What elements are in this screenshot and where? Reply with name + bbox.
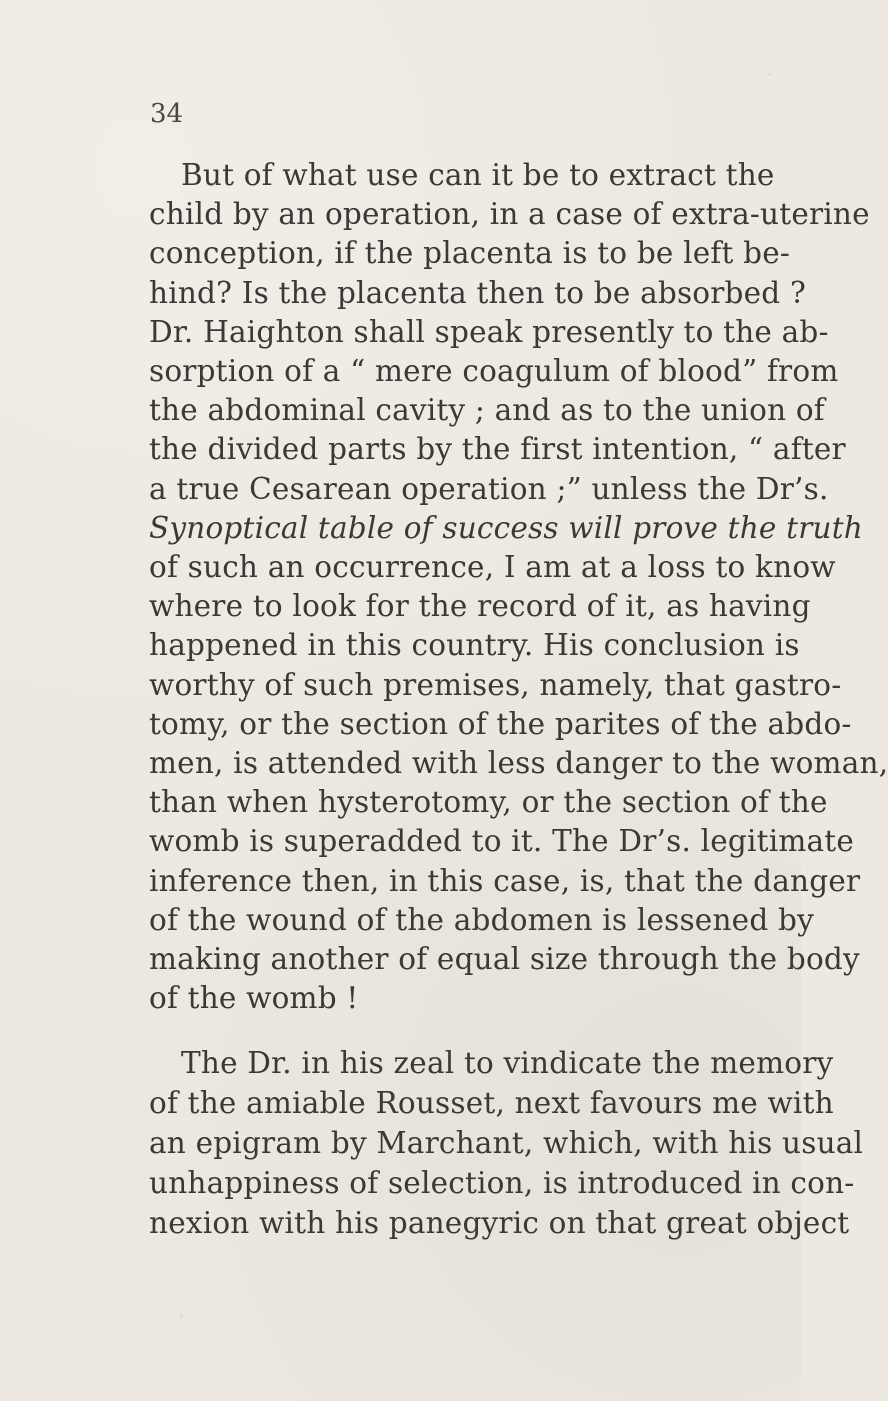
text-line: making another of equal size through the body xyxy=(149,942,860,976)
text-line: Dr. Haighton shall speak presently to the ab- xyxy=(149,314,829,349)
text-line: Synoptical table of success will prove the truth xyxy=(149,510,863,545)
paper-speck xyxy=(180,1313,183,1319)
text-line: an epigram by Marchant, which, with his usual xyxy=(149,1126,864,1160)
text-line: inference then, in this case, is, that the danger xyxy=(149,863,861,898)
paper-speck xyxy=(768,73,771,76)
text-line: happened in this country. His conclusion is xyxy=(149,628,800,663)
text-line: nexion with his panegyric on that great object xyxy=(149,1206,850,1240)
text-line: unhappiness of selection, is introduced in con- xyxy=(149,1166,855,1200)
text-line: of the wound of the abdomen is lessened by xyxy=(149,902,814,937)
text-line: conception, if the placenta is to be left be- xyxy=(149,236,791,271)
text-line: worthy of such premises, namely, that gastro- xyxy=(149,667,842,702)
text-line: the divided parts by the first intention, “ after xyxy=(149,432,846,467)
text-line: of such an occurrence, I am at a loss to know xyxy=(149,550,836,584)
text-line: sorption of a “ mere coagulum of blood” from xyxy=(149,354,839,388)
text-line: hind? Is the placenta then to be absorbed ? xyxy=(149,275,806,310)
paper-speck xyxy=(617,1189,622,1191)
text-line: than when hysterotomy, or the section of the xyxy=(149,785,828,820)
text-line: of the womb ! xyxy=(149,981,359,1016)
text-line: tomy, or the section of the parites of the abdo- xyxy=(149,706,852,741)
text-line: The Dr. in his zeal to vindicate the memory xyxy=(181,1046,834,1080)
text-line: But of what use can it be to extract the xyxy=(181,158,775,192)
page-number: 34 xyxy=(150,99,184,129)
text-line: of the amiable Rousset, next favours me with xyxy=(149,1086,834,1120)
text-line: men, is attended with less danger to the woman, xyxy=(149,746,888,780)
text-line: a true Cesarean operation ;” unless the Dr’s. xyxy=(149,471,829,506)
text-line: womb is superadded to it. The Dr’s. legitimate xyxy=(149,824,854,859)
text-line: where to look for the record of it, as having xyxy=(149,589,811,624)
text-line: the abdominal cavity ; and as to the union of xyxy=(149,393,825,428)
text-line: child by an operation, in a case of extra-uterine xyxy=(149,197,870,232)
